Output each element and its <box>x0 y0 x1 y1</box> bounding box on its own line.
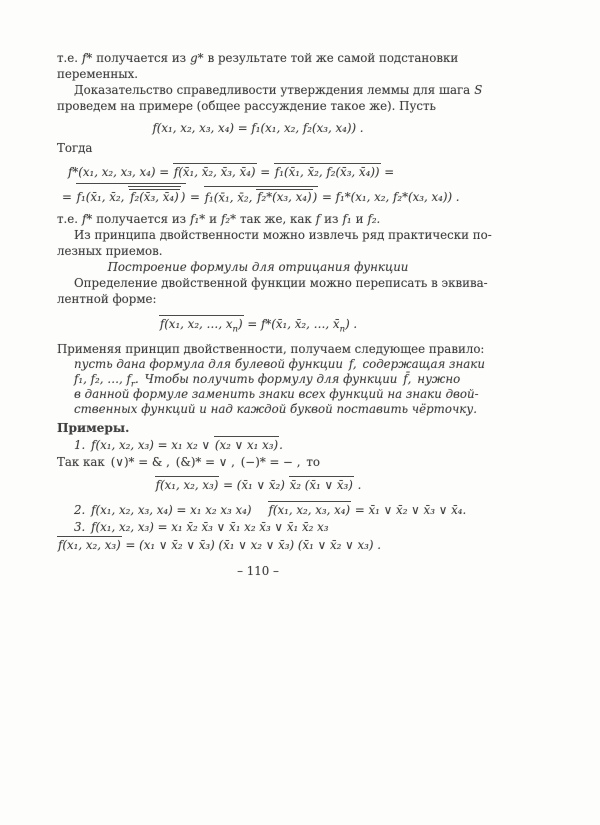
overline-term: x̄₂ (x̄₁ ∨ x̄₃) <box>289 478 353 492</box>
math-run: f₁(x̄₁, x̄₂, <box>204 190 257 204</box>
example-2-line <box>57 501 467 519</box>
math-run: = (x₁ ∨ x̄₂ ∨ x̄₃) (x̄₁ ∨ x₂ ∨ x̄₃) (x̄₁ ∨ x̄₂ ∨ x₃) . <box>121 538 381 552</box>
paragraph-proof-line-2: проведем на примере (общее рассуждение такое же). Пусть <box>57 99 436 113</box>
overline-term: f(x̄₁, x̄₂, x̄₃, x̄₄) <box>173 165 256 179</box>
text-run: получается из <box>96 51 187 65</box>
math-run: = f₁*(x₁, x₂, f₂*(x₃, x₄)) . <box>318 190 460 204</box>
text-run: так же, как <box>240 212 312 226</box>
text-run: т.е. <box>57 51 79 65</box>
overline-inner-2: f₂(x̄₃, x̄₄) <box>130 190 179 204</box>
math-f: f <box>315 212 321 226</box>
paragraph-principle-line-2: лезных приемов. <box>57 244 163 258</box>
rule-line-1: пусть дана формула для булевой функции f, содержащая знаки <box>74 357 485 371</box>
overline-term: f(x₁, x₂, x₃) <box>155 478 219 492</box>
math-script-s: S <box>474 83 483 97</box>
paragraph-rule-intro: Применяя принцип двойственности, получаем следующее правило: <box>57 342 485 356</box>
math-run: = f*(x̄₁, x̄₂, …, x̄ <box>243 317 340 331</box>
overline-term: f(x₁, x₂, x₃) <box>58 538 121 552</box>
math-run: 1. f(x₁, x₂, x₃) = x₁ x₂ ∨ <box>74 438 214 452</box>
example-1-line-2: Так как (∨)* = & , (&)* = ∨ , (−)* = − , то <box>57 455 321 469</box>
example-3-line-1: 3. f(x₁, x₂, x₃) = x₁ x̄₂ x̄₃ ∨ x̄₁ x₂ x̄₃ ∨ x̄₁ x̄₂ x₃ <box>74 520 329 534</box>
math-g-star: g* <box>190 51 204 65</box>
page-content <box>57 50 492 579</box>
rule-line-2 <box>57 372 461 390</box>
overline-term: f₁(x̄₁, x̄₂, f₂(x̄₃, x̄₄)) <box>274 165 380 179</box>
subscript-r: r <box>130 379 135 390</box>
text-run: получается из <box>96 212 187 226</box>
math-run: = <box>256 165 274 179</box>
math-run: = <box>380 165 395 179</box>
formula-f-definition: f(x₁, x₂, x₃, x₄) = f₁(x₁, x₂, f₂(x₃, x₄)) . <box>152 121 364 135</box>
word-togda: Тогда <box>57 141 93 155</box>
overline-term <box>76 183 187 204</box>
math-run: ) <box>312 190 318 204</box>
section-heading: Построение формулы для отрицания функции <box>107 260 409 274</box>
subscript-n: n <box>339 324 346 335</box>
math-run: ) <box>238 317 243 331</box>
math-run: 2. f(x₁, x₂, x₃, x₄) = x₁ x₂ x₃ x₄) <box>74 503 252 517</box>
example-1-line-1 <box>57 436 459 454</box>
math-run: = x̄₁ ∨ x̄₂ ∨ x̄₃ ∨ x̄₄. <box>351 503 467 517</box>
math-run: f₁(x̄₁, x̄₂, <box>76 190 129 204</box>
math-f1-star: f₁* <box>190 212 206 226</box>
overline-term: (x₂ ∨ x₁ x₃) <box>214 438 279 452</box>
paragraph-definition-line-2: лентной форме: <box>57 292 157 306</box>
math-run: = (x̄₁ ∨ x̄₂) <box>219 478 289 492</box>
page-number: – 110 – <box>237 564 279 578</box>
overline-inner <box>128 186 181 204</box>
overline-term: f(x₁, x₂, x₃, x₄) <box>268 503 351 517</box>
math-run: f₁, f₂, …, f <box>74 372 131 386</box>
text-run: . Чтобы получить формулу для функции f̄, нужно <box>134 372 461 386</box>
paragraph-conclusion <box>57 211 459 227</box>
math-run: = <box>186 190 204 204</box>
paragraph-definition-line-1: Определение двойственной функции можно переписать в эквива- <box>74 276 488 290</box>
formula-derivation-line-1 <box>57 161 459 183</box>
formula-derivation-line-2 <box>57 183 459 208</box>
math-run: f(x₁, x₂, …, x <box>159 317 233 331</box>
overline-inner: f₂*(x₃, x₄) <box>257 190 312 204</box>
examples-heading: Примеры. <box>57 421 130 435</box>
paragraph-proof-line-1 <box>57 82 483 98</box>
math-run: ) <box>180 190 186 204</box>
math-f2-star: f₂* <box>221 212 236 226</box>
paragraph-principle-line-1: Из принципа двойственности можно извлечь ряд практически по- <box>74 228 492 242</box>
math-f-star: f* <box>82 51 93 65</box>
math-run: f*(x₁, x₂, x₃, x₄) = <box>68 165 173 179</box>
math-f-star: f* <box>82 212 93 226</box>
math-f2: f₂. <box>367 212 381 226</box>
paragraph-intro-line-2: переменных. <box>57 67 139 81</box>
overline-term <box>159 315 244 335</box>
overline-term <box>204 186 319 204</box>
subscript-n: n <box>232 324 238 335</box>
text-run: в результате той же самой подстановки <box>207 51 459 65</box>
text-run: и <box>355 212 364 226</box>
example-3-line-2 <box>57 536 459 554</box>
text-run: т.е. <box>57 212 79 226</box>
rule-line-3: в данной формуле заменить знаки всех функций на знаки двой- <box>74 387 479 401</box>
math-run: ) . <box>345 317 358 331</box>
text-run: Доказательство справедливости утверждения леммы для шага <box>74 83 471 97</box>
math-run: . <box>353 478 362 492</box>
rule-line-4: ственных функций и над каждой буквой поставить чёрточку. <box>74 402 477 416</box>
formula-negation-definition <box>57 314 459 334</box>
math-run: = <box>62 190 76 204</box>
text-run: и <box>209 212 217 226</box>
math-run: . <box>279 438 283 452</box>
paragraph-intro-line-1 <box>57 50 459 66</box>
math-f1: f₁ <box>342 212 352 226</box>
text-run: из <box>324 212 339 226</box>
example-1-result <box>57 475 459 495</box>
